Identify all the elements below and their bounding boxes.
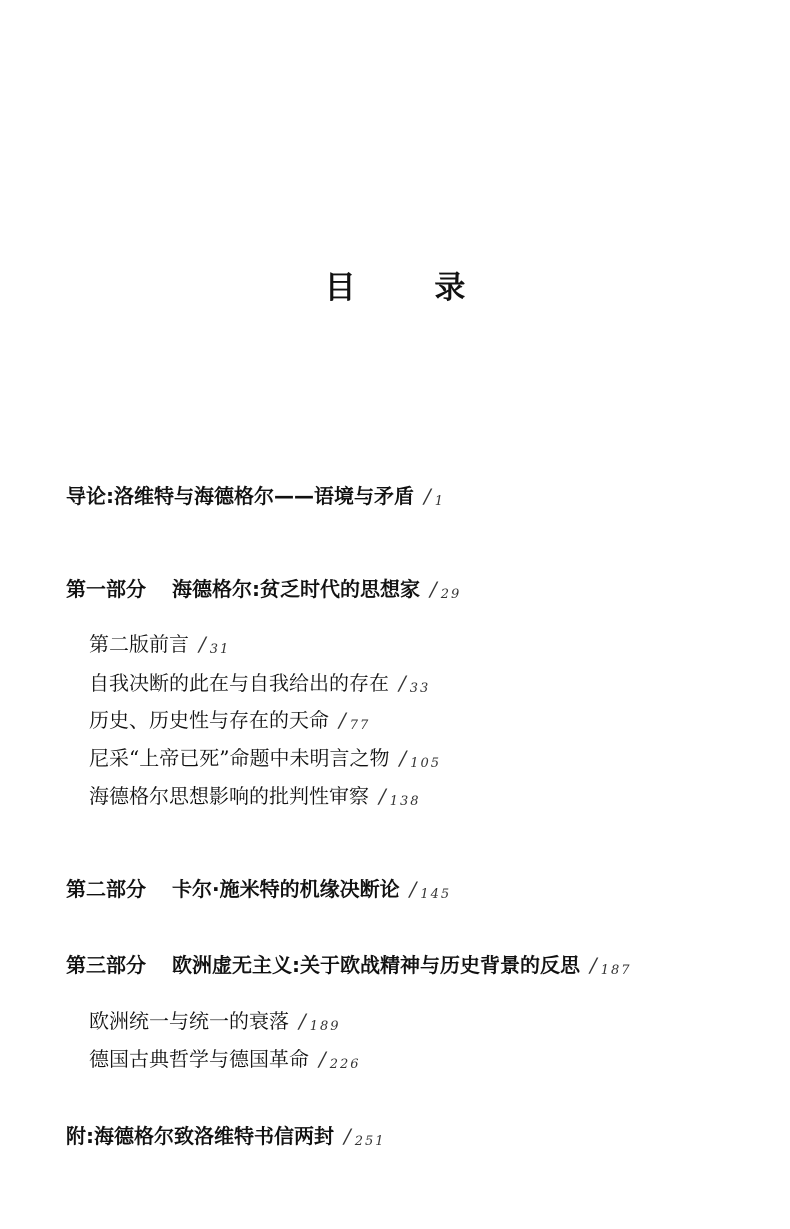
toc-page-number: 189: [309, 1019, 341, 1034]
toc-entry-title: 附:海德格尔致洛维特书信两封: [66, 1124, 334, 1148]
toc-subentry[interactable]: [89, 667, 430, 699]
toc-entry-title: 尼采“上帝已死”命题中未明言之物: [89, 746, 390, 770]
toc-page-number: 251: [354, 1134, 386, 1149]
toc-page-number: 138: [389, 794, 421, 809]
toc-subentry[interactable]: [89, 704, 370, 736]
toc-entry-part3[interactable]: [66, 949, 632, 981]
toc-entry-intro[interactable]: [66, 480, 445, 512]
toc-page-number: 105: [410, 756, 442, 771]
toc-entry-title: 德国古典哲学与德国革命: [89, 1047, 309, 1071]
toc-page-number: 29: [440, 587, 462, 602]
part-label: 第一部分: [66, 577, 146, 601]
toc-entry-title: 历史、历史性与存在的天命: [89, 708, 329, 732]
page-title: 目 录: [324, 270, 500, 306]
toc-page-number: 226: [329, 1057, 361, 1072]
toc-page-number: 187: [600, 963, 632, 978]
toc-separator: /: [379, 784, 386, 808]
toc-entry-title: 海德格尔思想影响的批判性审察: [89, 784, 369, 808]
toc-entry-title: 导论:洛维特与海德格尔——语境与矛盾: [66, 484, 414, 508]
toc-subentry[interactable]: [89, 1005, 341, 1037]
toc-separator: /: [590, 953, 597, 977]
toc-entry-title: 自我决断的此在与自我给出的存在: [89, 671, 389, 695]
toc-page-number: 145: [420, 887, 452, 902]
toc-entry-title: 欧洲统一与统一的衰落: [89, 1009, 289, 1033]
part-label: 第二部分: [66, 877, 146, 901]
toc-subentry[interactable]: [89, 742, 441, 774]
toc-entry-title: 第二版前言: [89, 632, 189, 656]
toc-subentry[interactable]: [89, 628, 230, 660]
toc-separator: /: [399, 671, 406, 695]
toc-entry-part2[interactable]: [66, 873, 451, 905]
toc-separator: /: [339, 708, 346, 732]
toc-page-number: 31: [209, 642, 231, 657]
toc-separator: /: [344, 1124, 351, 1148]
part-label: 第三部分: [66, 953, 146, 977]
toc-subentry[interactable]: [89, 780, 421, 812]
toc-page-number: 1: [434, 494, 446, 509]
toc-entry-title: 海德格尔:贫乏时代的思想家: [172, 577, 420, 601]
toc-separator: /: [319, 1047, 326, 1071]
toc-entry-title: 欧洲虚无主义:关于欧战精神与历史背景的反思: [172, 953, 580, 977]
toc-entry-title: 卡尔·施米特的机缘决断论: [172, 877, 400, 901]
toc-page-number: 77: [349, 718, 371, 733]
toc-separator: /: [199, 632, 206, 656]
toc-page-number: 33: [409, 681, 431, 696]
toc-subentry[interactable]: [89, 1043, 361, 1075]
toc-separator: /: [399, 746, 407, 770]
toc-separator: /: [424, 484, 431, 508]
toc-entry-part1[interactable]: [66, 573, 461, 605]
toc-separator: /: [430, 577, 437, 601]
toc-entry-appendix[interactable]: [66, 1120, 386, 1152]
toc-separator: /: [409, 877, 417, 901]
toc-separator: /: [299, 1009, 306, 1033]
